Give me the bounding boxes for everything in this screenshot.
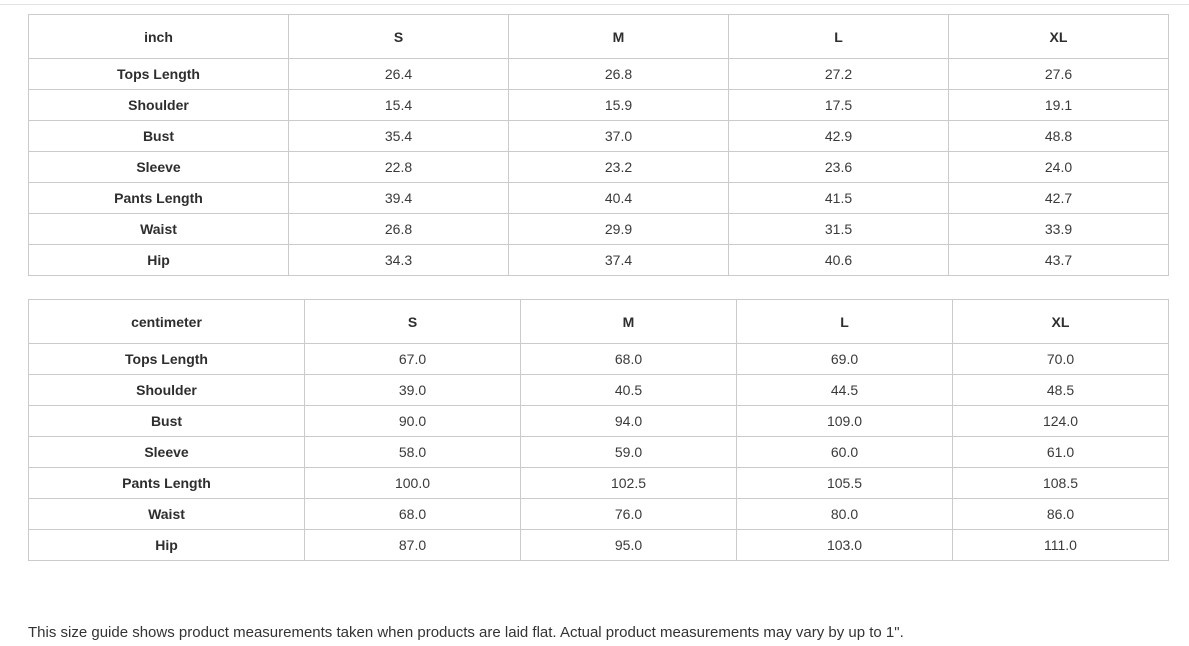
value-cell: 41.5 xyxy=(729,183,949,214)
value-cell: 39.0 xyxy=(305,375,521,406)
value-cell: 23.6 xyxy=(729,152,949,183)
value-cell: 29.9 xyxy=(509,214,729,245)
row-label-cell: Hip xyxy=(29,530,305,561)
value-cell: 40.4 xyxy=(509,183,729,214)
size-table-centimeter xyxy=(28,299,1169,561)
value-cell: 80.0 xyxy=(737,499,953,530)
value-cell: 39.4 xyxy=(289,183,509,214)
row-label-cell: Sleeve xyxy=(29,437,305,468)
value-cell: 68.0 xyxy=(305,499,521,530)
value-cell: 86.0 xyxy=(953,499,1169,530)
table-row xyxy=(29,90,1169,121)
size-header-cell: L xyxy=(729,15,949,59)
table-row xyxy=(29,406,1169,437)
value-cell: 27.2 xyxy=(729,59,949,90)
value-cell: 111.0 xyxy=(953,530,1169,561)
value-cell: 23.2 xyxy=(509,152,729,183)
value-cell: 105.5 xyxy=(737,468,953,499)
value-cell: 90.0 xyxy=(305,406,521,437)
value-cell: 27.6 xyxy=(949,59,1169,90)
table-row xyxy=(29,59,1169,90)
value-cell: 94.0 xyxy=(521,406,737,437)
row-label-cell: Pants Length xyxy=(29,183,289,214)
value-cell: 68.0 xyxy=(521,344,737,375)
size-header-cell: XL xyxy=(949,15,1169,59)
table-row xyxy=(29,375,1169,406)
value-cell: 37.0 xyxy=(509,121,729,152)
value-cell: 37.4 xyxy=(509,245,729,276)
size-header-cell: M xyxy=(521,300,737,344)
table-row xyxy=(29,499,1169,530)
size-table-inch xyxy=(28,14,1169,276)
table-row xyxy=(29,437,1169,468)
row-label-cell: Tops Length xyxy=(29,59,289,90)
value-cell: 44.5 xyxy=(737,375,953,406)
table-row xyxy=(29,245,1169,276)
value-cell: 109.0 xyxy=(737,406,953,437)
value-cell: 48.8 xyxy=(949,121,1169,152)
value-cell: 124.0 xyxy=(953,406,1169,437)
table-row xyxy=(29,344,1169,375)
row-label-cell: Shoulder xyxy=(29,375,305,406)
value-cell: 40.6 xyxy=(729,245,949,276)
value-cell: 17.5 xyxy=(729,90,949,121)
value-cell: 76.0 xyxy=(521,499,737,530)
value-cell: 35.4 xyxy=(289,121,509,152)
table-row xyxy=(29,468,1169,499)
row-label-cell: Pants Length xyxy=(29,468,305,499)
value-cell: 103.0 xyxy=(737,530,953,561)
table-row xyxy=(29,183,1169,214)
value-cell: 31.5 xyxy=(729,214,949,245)
row-label-cell: Waist xyxy=(29,214,289,245)
value-cell: 34.3 xyxy=(289,245,509,276)
value-cell: 58.0 xyxy=(305,437,521,468)
value-cell: 33.9 xyxy=(949,214,1169,245)
header-row xyxy=(29,300,1169,344)
row-label-cell: Shoulder xyxy=(29,90,289,121)
value-cell: 61.0 xyxy=(953,437,1169,468)
header-row xyxy=(29,15,1169,59)
size-header-cell: M xyxy=(509,15,729,59)
value-cell: 42.9 xyxy=(729,121,949,152)
value-cell: 26.8 xyxy=(509,59,729,90)
unit-header-cell: centimeter xyxy=(29,300,305,344)
value-cell: 40.5 xyxy=(521,375,737,406)
value-cell: 67.0 xyxy=(305,344,521,375)
size-guide-note: This size guide shows product measurements taken when products are laid flat. Actual product measurements may vary by up to 1". xyxy=(28,624,904,641)
size-header-cell: S xyxy=(305,300,521,344)
value-cell: 24.0 xyxy=(949,152,1169,183)
size-header-cell: L xyxy=(737,300,953,344)
value-cell: 95.0 xyxy=(521,530,737,561)
value-cell: 19.1 xyxy=(949,90,1169,121)
size-header-cell: S xyxy=(289,15,509,59)
value-cell: 102.5 xyxy=(521,468,737,499)
value-cell: 43.7 xyxy=(949,245,1169,276)
value-cell: 59.0 xyxy=(521,437,737,468)
row-label-cell: Waist xyxy=(29,499,305,530)
row-label-cell: Bust xyxy=(29,406,305,437)
value-cell: 15.9 xyxy=(509,90,729,121)
tables-area xyxy=(28,14,1163,561)
unit-header-cell: inch xyxy=(29,15,289,59)
value-cell: 22.8 xyxy=(289,152,509,183)
value-cell: 100.0 xyxy=(305,468,521,499)
size-header-cell: XL xyxy=(953,300,1169,344)
table-row xyxy=(29,530,1169,561)
value-cell: 26.8 xyxy=(289,214,509,245)
value-cell: 69.0 xyxy=(737,344,953,375)
row-label-cell: Bust xyxy=(29,121,289,152)
value-cell: 26.4 xyxy=(289,59,509,90)
value-cell: 70.0 xyxy=(953,344,1169,375)
value-cell: 60.0 xyxy=(737,437,953,468)
table-row xyxy=(29,121,1169,152)
table-row xyxy=(29,152,1169,183)
value-cell: 108.5 xyxy=(953,468,1169,499)
top-divider xyxy=(0,4,1189,5)
row-label-cell: Hip xyxy=(29,245,289,276)
value-cell: 15.4 xyxy=(289,90,509,121)
row-label-cell: Sleeve xyxy=(29,152,289,183)
table-row xyxy=(29,214,1169,245)
row-label-cell: Tops Length xyxy=(29,344,305,375)
value-cell: 87.0 xyxy=(305,530,521,561)
value-cell: 48.5 xyxy=(953,375,1169,406)
value-cell: 42.7 xyxy=(949,183,1169,214)
